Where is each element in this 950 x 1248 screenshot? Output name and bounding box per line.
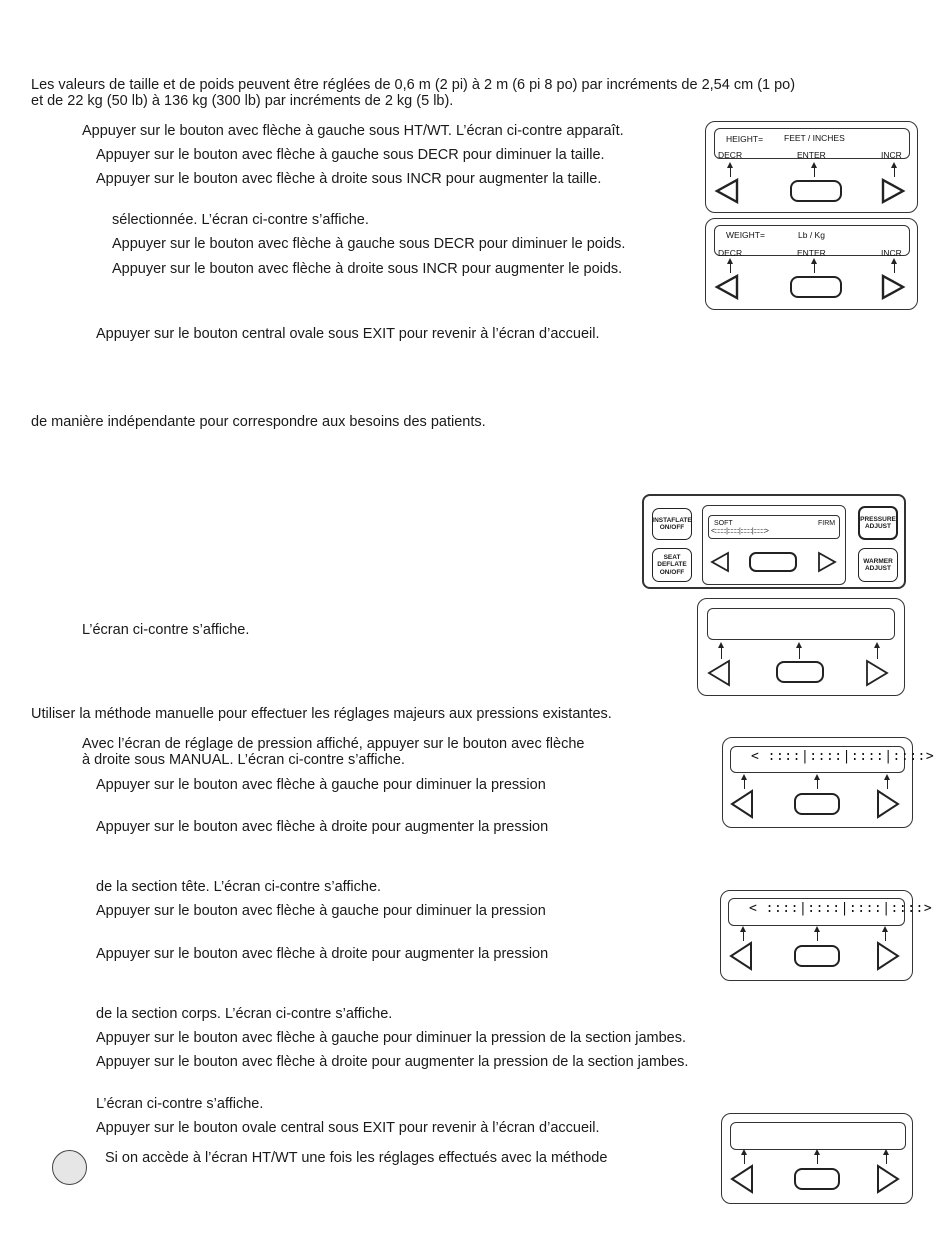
step-increase-height: Appuyer sur le bouton avec flèche à droite sous INCR pour augmenter la taille.: [96, 171, 602, 187]
step-ht-wt: Appuyer sur le bouton avec flèche à gauche sous HT/WT. L’écran ci-contre apparaît.: [82, 123, 624, 139]
soft-label: SOFT: [714, 520, 733, 527]
pressure-panel-head: [722, 737, 935, 828]
body-section-text: de la section corps. L’écran ci-contre s’affiche.: [96, 1006, 393, 1022]
weight-incr-label: INCR: [881, 248, 902, 258]
final-left-button[interactable]: [729, 1164, 755, 1194]
pressure-body-left-button[interactable]: [728, 941, 754, 971]
weight-unit: Lb / Kg: [798, 230, 825, 240]
weight-left-pointer: [730, 263, 731, 273]
panel-center-button[interactable]: [749, 552, 797, 572]
weight-enter-button[interactable]: [790, 276, 842, 298]
final-exit-text: Appuyer sur le bouton ovale central sous EXIT pour revenir à l’écran d’accueil.: [96, 1120, 600, 1136]
step-decrease-weight: Appuyer sur le bouton avec flèche à gauche sous DECR pour diminuer le poids.: [112, 236, 626, 252]
height-enter-button[interactable]: [790, 180, 842, 202]
blank-center-pointer: [799, 647, 800, 659]
height-title: HEIGHT=: [726, 134, 764, 144]
weight-incr-button[interactable]: [880, 274, 906, 300]
final-screen-panel: [721, 1113, 913, 1204]
blank-right-button[interactable]: [864, 659, 890, 687]
pressure-head-right-button[interactable]: [875, 789, 901, 819]
increase-pressure-1: Appuyer sur le bouton avec flèche à droite pour augmenter la pression: [96, 819, 549, 835]
height-center-pointer: [814, 167, 815, 177]
seat-deflate-button[interactable]: SEAT DEFLATE ON/OFF: [652, 548, 692, 582]
note-circle-icon: [52, 1150, 87, 1185]
center-panel: [702, 505, 846, 585]
final-left-pointer: [744, 1154, 745, 1164]
blank-left-button[interactable]: [706, 659, 732, 687]
independent-sections-text: de manière indépendante pour correspondre aux besoins des patients.: [31, 414, 486, 430]
control-panel: [642, 494, 906, 589]
blank-screen-panel: [697, 598, 905, 696]
pressure-body-right-button[interactable]: [875, 941, 901, 971]
final-center-pointer: [817, 1154, 818, 1164]
height-decr-label: DECR: [718, 150, 743, 160]
note-text: Si on accède à l’écran HT/WT une fois les réglages effectués avec la méthode: [105, 1150, 608, 1166]
panel-right-button[interactable]: [816, 551, 838, 573]
final-center-button[interactable]: [794, 1168, 840, 1190]
instaflate-button[interactable]: INSTAFLATE ON/OFF: [652, 508, 692, 540]
final-screen-text: L’écran ci-contre s’affiche.: [96, 1096, 264, 1112]
pressure-head-left-button[interactable]: [729, 789, 755, 819]
decrease-legs-pressure: Appuyer sur le bouton avec flèche à gauche pour diminuer la pression de la section jambes.: [96, 1030, 687, 1046]
pressure-body-right-pointer: [885, 931, 886, 941]
height-incr-button[interactable]: [880, 178, 906, 204]
manual-step-line-2: à droite sous MANUAL. L’écran ci-contre s’affiche.: [82, 752, 405, 768]
height-enter-label: ENTER: [797, 150, 826, 160]
final-right-pointer: [886, 1154, 887, 1164]
manual-method-text: Utiliser la méthode manuelle pour effectuer les réglages majeurs aux pressions existantes.: [31, 706, 612, 722]
weight-right-pointer: [894, 263, 895, 273]
weight-center-pointer: [814, 263, 815, 273]
head-section-text: de la section tête. L’écran ci-contre s’affiche.: [96, 879, 382, 895]
increase-pressure-2: Appuyer sur le bouton avec flèche à droite pour augmenter la pression: [96, 946, 549, 962]
step-exit-home: Appuyer sur le bouton central ovale sous EXIT pour revenir à l’écran d’accueil.: [96, 326, 600, 342]
final-right-button[interactable]: [875, 1164, 901, 1194]
manual-step-line-1: Avec l’écran de réglage de pression affiché, appuyer sur le bouton avec flèche: [82, 736, 585, 752]
soft-firm-scale: <::::::::|::::::::|::::::::|::::::::>: [711, 528, 769, 535]
pressure-head-center-button[interactable]: [794, 793, 840, 815]
increase-legs-pressure: Appuyer sur le bouton avec flèche à droite pour augmenter la pression de la section jambes.: [96, 1054, 689, 1070]
pressure-body-left-pointer: [743, 931, 744, 941]
blank-center-button[interactable]: [776, 661, 824, 683]
pressure-head-left-pointer: [744, 779, 745, 789]
height-right-pointer: [894, 167, 895, 177]
weight-decr-label: DECR: [718, 248, 743, 258]
pressure-scale-head: < ::::|::::|::::|::::>: [751, 749, 935, 764]
weight-panel: [705, 218, 918, 310]
warmer-adjust-button[interactable]: WARMER ADJUST: [858, 548, 898, 582]
step-weight-selected: sélectionnée. L’écran ci-contre s’affiche.: [112, 212, 369, 228]
weight-enter-label: ENTER: [797, 248, 826, 258]
blank-lcd: [707, 608, 895, 640]
height-unit: FEET / INCHES: [784, 133, 845, 143]
weight-decr-button[interactable]: [714, 274, 740, 300]
intro-line-2: et de 22 kg (50 lb) à 136 kg (300 lb) par incréments de 2 kg (5 lb).: [31, 93, 454, 109]
step-decrease-height: Appuyer sur le bouton avec flèche à gauche sous DECR pour diminuer la taille.: [96, 147, 605, 163]
height-decr-button[interactable]: [714, 178, 740, 204]
pressure-body-center-pointer: [817, 931, 818, 941]
height-incr-label: INCR: [881, 150, 902, 160]
pressure-adjust-button[interactable]: PRESSURE ADJUST: [858, 506, 898, 540]
pressure-panel-body: [720, 890, 933, 981]
blank-right-pointer: [877, 647, 878, 659]
pressure-head-right-pointer: [887, 779, 888, 789]
intro-line-1: Les valeurs de taille et de poids peuvent être réglées de 0,6 m (2 pi) à 2 m (6 pi 8 po) par incréments de 2,54 cm (1 po): [31, 77, 796, 93]
firm-label: FIRM: [818, 520, 836, 527]
height-left-pointer: [730, 167, 731, 177]
step-increase-weight: Appuyer sur le bouton avec flèche à droite sous INCR pour augmenter le poids.: [112, 261, 623, 277]
decrease-pressure-2: Appuyer sur le bouton avec flèche à gauche pour diminuer la pression: [96, 903, 546, 919]
height-panel: [705, 121, 918, 213]
blank-left-pointer: [721, 647, 722, 659]
final-lcd: [730, 1122, 906, 1150]
weight-title: WEIGHT=: [726, 230, 765, 240]
pressure-head-center-pointer: [817, 779, 818, 789]
pressure-scale-body: < ::::|::::|::::|::::>: [749, 901, 933, 916]
panel-left-button[interactable]: [709, 551, 731, 573]
screen-displayed-text: L’écran ci-contre s’affiche.: [82, 622, 250, 638]
pressure-body-center-button[interactable]: [794, 945, 840, 967]
decrease-pressure-1: Appuyer sur le bouton avec flèche à gauche pour diminuer la pression: [96, 777, 546, 793]
